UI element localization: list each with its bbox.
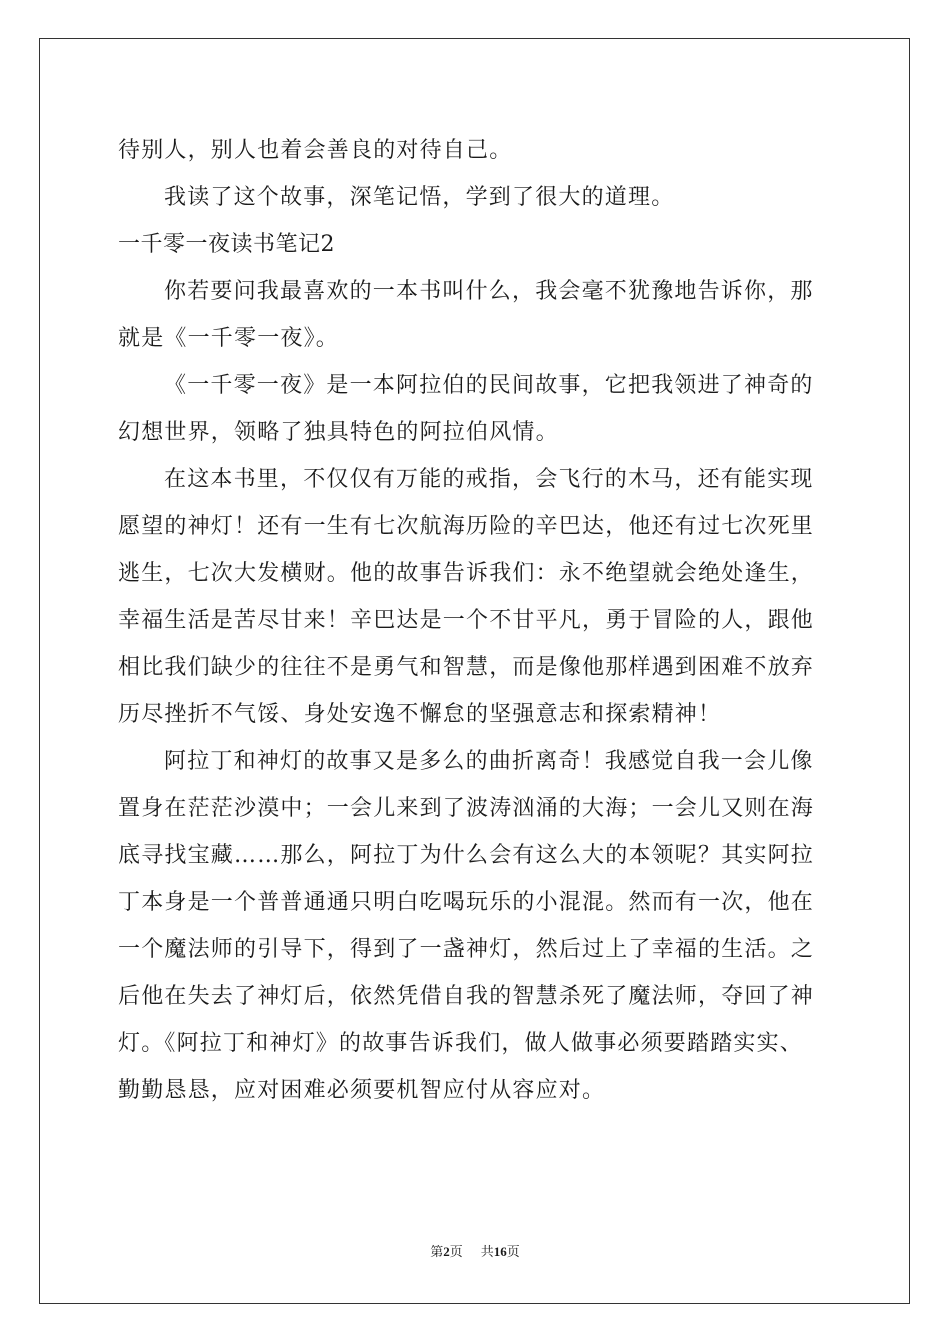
section-heading: 一千零一夜读书笔记2 (118, 232, 335, 257)
text-line: 灯。《阿拉丁和神灯》的故事告诉我们，做人做事必须要踏踏实实、 (118, 1031, 804, 1056)
text-line: 阿拉丁和神灯的故事又是多么的曲折离奇！我感觉自我一会儿像 (164, 749, 814, 774)
total-pages: 16 (493, 1244, 507, 1259)
total-prefix: 共 (480, 1245, 494, 1260)
text-line: 丁本身是一个普普通通只明白吃喝玩乐的小混混。然而有一次，他在 (118, 890, 815, 915)
page-number: 2 (443, 1244, 450, 1259)
text-line: 历尽挫折不气馁、身处安逸不懈怠的坚强意志和探索精神！ (118, 702, 722, 727)
page-footer (0, 1242, 950, 1263)
page-prefix: 第 (430, 1245, 444, 1260)
text-line: 后他在失去了神灯后，依然凭借自我的智慧杀死了魔法师，夺回了神 (118, 984, 815, 1009)
text-line: 《一千零一夜》是一本阿拉伯的民间故事，它把我领进了神奇的 (164, 373, 814, 398)
text-line: 逃生，七次大发横财。他的故事告诉我们：永不绝望就会绝处逢生， (118, 561, 815, 586)
text-line: 置身在茫茫沙漠中；一会儿来到了波涛汹涌的大海；一会儿又则在海 (118, 796, 815, 821)
total-suffix: 页 (506, 1245, 520, 1260)
text-line: 幻想世界，领略了独具特色的阿拉伯风情。 (118, 420, 559, 445)
text-line: 相比我们缺少的往往不是勇气和智慧，而是像他那样遇到困难不放弃 (118, 655, 815, 680)
text-line: 就是《一千零一夜》。 (118, 326, 340, 351)
page-suffix: 页 (449, 1245, 463, 1260)
text-line: 一个魔法师的引导下，得到了一盏神灯，然后过上了幸福的生活。之 (118, 937, 815, 962)
text-line: 勤勤恳恳，应对困难必须要机智应付从容应对。 (118, 1078, 606, 1103)
document-body (118, 127, 832, 1114)
text-line: 幸福生活是苦尽甘来！辛巴达是一个不甘平凡，勇于冒险的人，跟他 (118, 608, 815, 633)
text-line: 我读了这个故事，深笔记悟，学到了很大的道理。 (164, 185, 675, 210)
text-line: 你若要问我最喜欢的一本书叫什么，我会毫不犹豫地告诉你，那 (164, 279, 814, 304)
text-line: 待别人，别人也着会善良的对待自己。 (118, 138, 513, 163)
text-line: 在这本书里，不仅仅有万能的戒指，会飞行的木马，还有能实现 (164, 467, 814, 492)
text-line: 底寻找宝藏……那么，阿拉丁为什么会有这么大的本领呢？其实阿拉 (118, 843, 815, 868)
text-line: 愿望的神灯！还有一生有七次航海历险的辛巴达，他还有过七次死里 (118, 514, 815, 539)
